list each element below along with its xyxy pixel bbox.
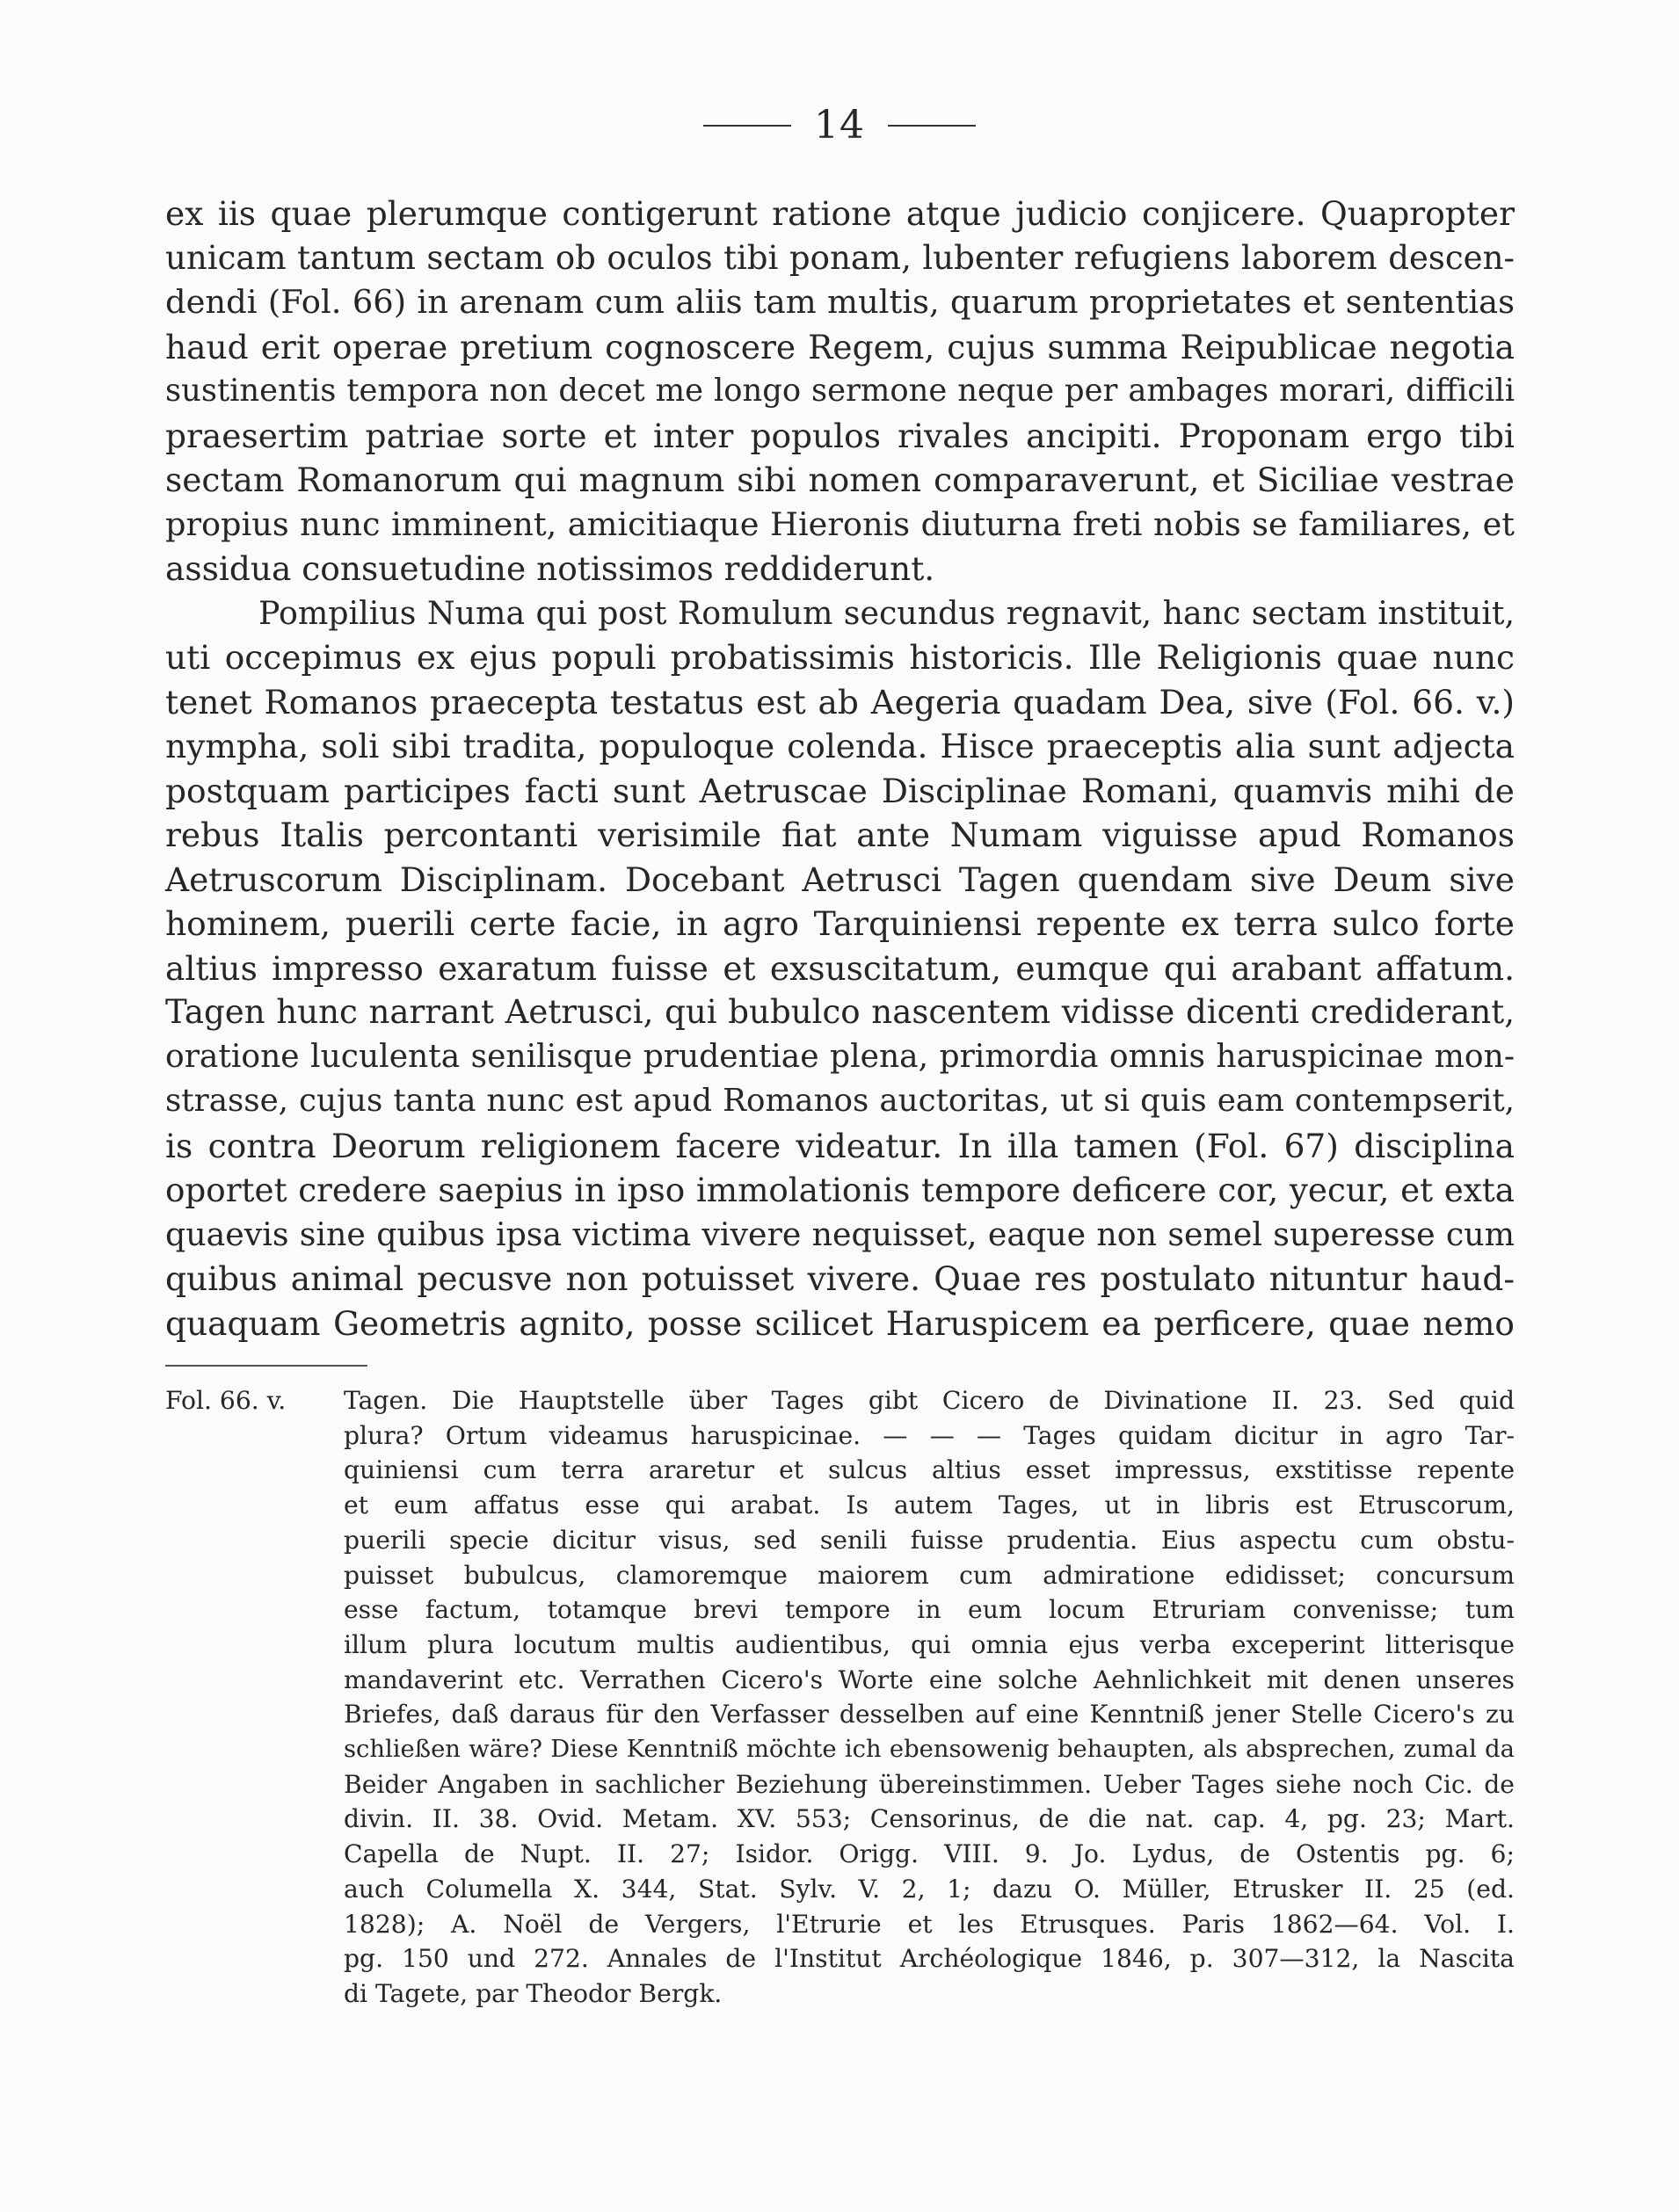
body-line: haud erit operae pretium cognoscere Regem, cujus summa Reipublicae negotia [165, 327, 1515, 366]
body-line: unicam tantum sectam ob oculos tibi ponam, lubenter refugiens laborem descen- [165, 238, 1515, 277]
footnote-line: di Tagete, par Theodor Bergk. [344, 1978, 723, 2008]
body-line: tenet Romanos praecepta testatus est ab Aegeria quadam Dea, sive (Fol. 66. v.) [165, 682, 1515, 722]
body-line: Aetruscorum Disciplinam. Docebant Aetrusci Tagen quendam sive Deum sive [165, 859, 1515, 899]
body-line: praesertim patriae sorte et inter populos rivales ancipiti. Proponam ergo tibi [165, 416, 1515, 455]
footnote-line: auch Columella X. 344, Stat. Sylv. V. 2, 1; dazu O. Müller, Etrusker II. 25 (ed. [344, 1874, 1515, 1904]
page-number-dash-left [703, 125, 791, 127]
body-line: quaquam Geometris agnito, posse scilicet Haruspicem ea perficere, quae nemo [165, 1303, 1515, 1343]
page-number [0, 98, 1679, 150]
footnote-line: Briefes, daß daraus für den Verfasser desselben auf eine Kenntniß jener Stelle Cicero's zu [344, 1700, 1515, 1730]
body-line-paragraph-start: Pompilius Numa qui post Romulum secundus regnavit, hanc sectam instituit, [258, 593, 1515, 632]
body-line: quibus animal pecusve non potuisset vivere. Quae res postulato nituntur haud- [165, 1259, 1515, 1298]
footnote-line: puisset bubulcus, clamoremque maiorem cum admiratione edidisset; concursum [344, 1560, 1515, 1590]
body-line: hominem, puerili certe facie, in agro Tarquiniensi repente ex terra sulco forte [165, 904, 1515, 943]
footnote-line: plura? Ortum videamus haruspicinae. — — — Tages quidam dicitur in agro Tar- [344, 1420, 1515, 1450]
footnote-line: esse factum, totamque brevi tempore in eum locum Etruriam convenisse; tum [344, 1595, 1515, 1625]
body-line: uti occepimus ex ejus populi probatissimis historicis. Ille Religionis quae nunc [165, 638, 1515, 677]
footnote-line: divin. II. 38. Ovid. Metam. XV. 553; Censorinus, de die nat. cap. 4, pg. 23; Mart. [344, 1804, 1515, 1834]
body-line: Tagen hunc narrant Aetrusci, qui bubulco nascentem vidisse dicenti crediderant, [165, 993, 1515, 1031]
body-line: strasse, cujus tanta nunc est apud Romanos auctoritas, ut si quis eam contempserit, [165, 1083, 1515, 1119]
footnote-line: puerili specie dicitur visus, sed senili fuisse prudentia. Eius aspectu cum obstu- [344, 1525, 1515, 1555]
footnote-line: Beider Angaben in sachlicher Beziehung übereinstimmen. Ueber Tages siehe noch Cic. de [344, 1769, 1515, 1799]
footnote-line: schließen wäre? Diese Kenntniß möchte ich ebensowenig behaupten, als absprechen, zumal da [344, 1736, 1515, 1764]
body-line: propius nunc imminent, amicitiaque Hieronis diuturna freti nobis se familiares, et [165, 504, 1515, 543]
body-text [165, 192, 1515, 1345]
body-line: oratione luculenta senilisque prudentiae plena, primordia omnis haruspicinae mon- [165, 1038, 1515, 1075]
footnote-line: illum plura locutum multis audientibus, qui omnia ejus verba exceperint litterisque [344, 1629, 1515, 1659]
footnote-line: Tagen. Die Hauptstelle über Tages gibt Cicero de Divinatione II. 23. Sed quid [344, 1386, 1515, 1415]
footnote-line: mandaverint etc. Verrathen Cicero's Worte eine solche Aehnlichkeit mit denen unseres [344, 1664, 1515, 1694]
body-line: assidua consuetudine notissimos reddiderunt. [165, 549, 935, 588]
body-line: sustinentis tempora non decet me longo sermone neque per ambages morari, difficili [165, 373, 1515, 409]
footnote-label: Fol. 66. v. [165, 1386, 287, 1415]
page-number-text: 14 [814, 102, 865, 148]
footnote-line: quiniensi cum terra araretur et sulcus altius esset impressus, exstitisse repente [344, 1455, 1515, 1485]
footnote-divider [165, 1365, 367, 1367]
body-line: ex iis quae plerumque contigerunt ratione atque judicio conjicere. Quapropter [165, 194, 1515, 233]
footnote-line: et eum affatus esse qui arabat. Is autem Tages, ut in libris est Etruscorum, [344, 1490, 1515, 1520]
footnote-line: 1828); A. Noël de Vergers, l'Etrurie et les Etrusques. Paris 1862—64. Vol. I. [344, 1909, 1515, 1939]
footnote-body [344, 1383, 1515, 2012]
body-line: rebus Italis percontanti verisimile fiat ante Numam viguisse apud Romanos [165, 816, 1515, 854]
body-line: sectam Romanorum qui magnum sibi nomen comparaverunt, et Siciliae vestrae [165, 461, 1515, 499]
footnote [165, 1383, 1515, 2012]
body-line: altius impresso exaratum fuisse et exsuscitatum, eumque qui arabant affatum. [165, 948, 1515, 988]
body-line: quaevis sine quibus ipsa victima vivere nequisset, eaque non semel superesse cum [165, 1215, 1515, 1253]
body-line: postquam participes facti sunt Aetruscae Disciplinae Romani, quamvis mihi de [165, 771, 1515, 810]
body-line: nympha, soli sibi tradita, populoque colenda. Hisce praeceptis alia sunt adjecta [165, 727, 1515, 765]
body-line: is contra Deorum religionem facere videatur. In illa tamen (Fol. 67) disciplina [165, 1126, 1515, 1165]
footnote-line: Capella de Nupt. II. 27; Isidor. Origg. VIII. 9. Jo. Lydus, de Ostentis pg. 6; [344, 1839, 1515, 1869]
footnote-line: pg. 150 und 272. Annales de l'Institut Archéologique 1846, p. 307—312, la Nascita [344, 1944, 1515, 1974]
body-line: oportet credere saepius in ipso immolationis tempore deficere cor, yecur, et exta [165, 1171, 1515, 1209]
page-number-dash-right [888, 125, 976, 127]
body-line: dendi (Fol. 66) in arenam cum aliis tam multis, quarum proprietates et sententias [165, 283, 1515, 321]
